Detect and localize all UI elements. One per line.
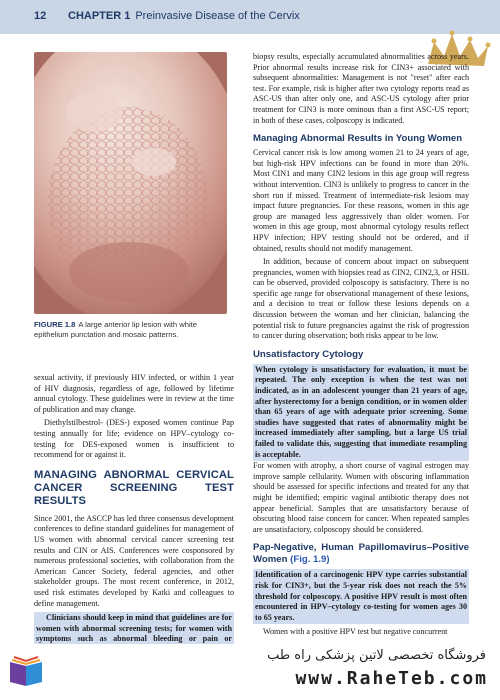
left-paragraph-3: Since 2001, the ASCCP has led three consensus development conferences to define standard guidelines for management of US women with abnormal cervical cancer screening test results and CIN or AIS. Conferences were cosponsored by numerous professional societies, with collaboration from the American Cancer Society, federal agencies, and other stakeholder groups. The most recent conference, in 2012, used risk estimates developed by Katki and colleagues to define management. xyxy=(34,513,234,608)
left-paragraph-1: sexual activity, if previously HIV infected, or within 1 year of HIV diagnosis, regardless of age, followed by lifetime annual cytology. These guidelines were in review at the time of publication and may change. xyxy=(34,373,234,414)
highlighted-text: When cytology is unsatisfactory for evaluation, it must be repeated. The only exception is when the test was not indicated, as in an adolescent younger than 21 years of age, after hysterectomy for a benign condition, or in women older than 65 years of age with adequate prior screening. Some studies have suggested that rates of abnormality might be increased immediately after sampling, but a large US trial failed to validate this, suggesting that immediate resampling is acceptable. xyxy=(253,364,469,461)
right-paragraph-4 xyxy=(253,364,469,536)
left-paragraph-2: Diethylstilbestrol- (DES-) exposed women continue Pap testing annually for life; evidence on HPV–cytology co-testing for DES-exposed women is insufficient to recommend for or against it. xyxy=(34,418,234,460)
right-paragraph-1: biopsy results, especially accumulated abnormalities across years. Prior abnormal results increase risk for CIN3+ associated with subsequent abnormalities: Management is not "reset" after each test. For example, risk is higher after two cytology reports read as ASC-US than after only one, and ASC-US cytology after prior treatment for CIN3 is more ominous than a first ASC-US report; in both of these cases, colposcopy is indicated. xyxy=(253,52,469,125)
chapter-title: Preinvasive Disease of the Cervix xyxy=(135,10,300,22)
subheading-text: Pap-Negative, Human Papillomavirus–Positive Women xyxy=(253,542,469,566)
right-paragraph-5 xyxy=(253,569,469,624)
subheading-young-women: Managing Abnormal Results in Young Women xyxy=(253,133,463,145)
subheading-pap-negative-hpv-positive xyxy=(253,542,469,566)
colposcopy-photo xyxy=(34,52,227,314)
left-column xyxy=(34,373,234,681)
figure-reference-link[interactable]: (Fig. 1.9) xyxy=(290,554,330,566)
figure-caption xyxy=(34,320,230,340)
section-heading: MANAGING ABNORMAL CERVICAL CANCER SCREENING TEST RESULTS xyxy=(34,468,234,507)
highlighted-text: Clinicians should keep in mind that guidelines are for women with abnormal screening tests; for women with symptoms such as abnormal bleeding or pain or xyxy=(34,612,234,678)
book-logo-icon xyxy=(6,652,46,690)
right-paragraph-4-rest: For women with atrophy, a short course of vaginal estrogen may improve sample cellularity. Women with obscuring inflammation should be assessed for specific infections and treated for any that might be identified; empiric vaginal antibiotic therapy does not appear beneficial. Samples that are unsatisfactory because of obscuring blood raise concern for cancer. When repeated samples are unsatisfactory, colposcopy should be considered. xyxy=(253,461,469,534)
right-paragraph-6: Women with a positive HPV test but negative concurrent xyxy=(263,627,448,637)
store-url[interactable]: www.RaheTeb.com xyxy=(295,668,488,689)
highlighted-text: Identification of a carcinogenic HPV type carries substantial risk for CIN3+, but the 5-year risk does not reach the 5% threshold for colposcopy. A positive HPV result is most often encountered in HPV–cytology co-testing for women ages 30 to 65 years. xyxy=(253,569,469,624)
chapter-label: CHAPTER 1 xyxy=(68,10,131,22)
page-number: 12 xyxy=(34,10,47,22)
right-paragraph-2: Cervical cancer risk is low among women 21 to 24 years of age, but high-risk HPV infections can be found in more than 20%. Most CIN1 and many CIN2 lesions in this age group will regress without intervention. CIN3 is unlikely to progress to cancer in the short run if missed. Treatment of intermediate-risk lesions may impact future pregnancies. For these reasons, women in this age group are managed less aggressively than older women. For women in this age group, most abnormal cytology results reflect HPV infection; HPV testing should not be ordered, and if obtained, results should not modify management. xyxy=(253,148,469,253)
figure-label: FIGURE 1.8 xyxy=(34,320,76,329)
store-name: فروشگاه تخصصی لاتین پزشکی راه طب xyxy=(267,648,486,663)
figure-caption-text: A large anterior lip lesion with white epithelium punctation and mosaic patterns. xyxy=(34,320,197,339)
chapter-heading xyxy=(68,10,300,22)
subheading-unsatisfactory-cytology: Unsatisfactory Cytology xyxy=(253,348,364,360)
right-paragraph-3: In addition, because of concern about impact on subsequent pregnancies, women with biopsies read as CIN2, CIN2,3, or HSIL can be observed, provided colposcopy is satisfactory. There is no specific age range for observational management of these lesions, and a decision to treat or follow these lesions depends on a discussion between the woman and her clinician, balancing the potential risk to future pregnancies against the risk of progression to cancer during observation; both risks appear to be low. xyxy=(253,257,469,341)
right-column xyxy=(253,52,469,641)
